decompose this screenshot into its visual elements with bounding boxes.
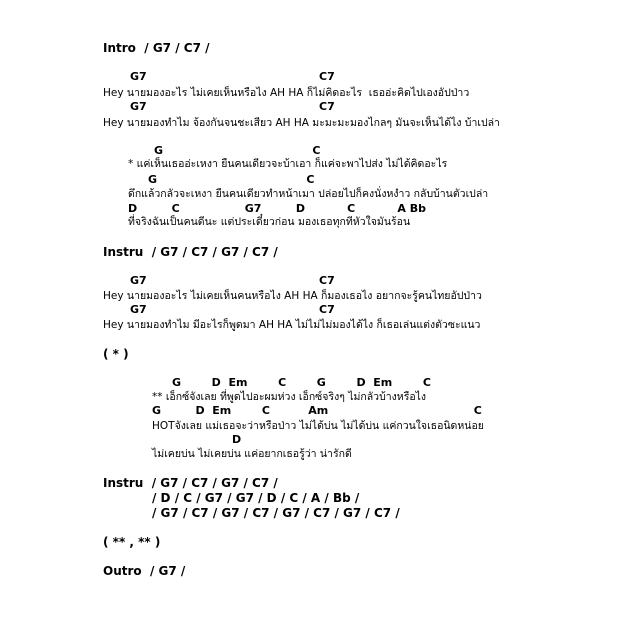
outro-line: Outro / G7 / xyxy=(103,564,186,578)
instru-line-3: / D / C / G7 / G7 / D / C / A / Bb / xyxy=(152,491,360,505)
verse1-chords-1: G7 C7 xyxy=(130,70,335,83)
chorus-lyric-1: ** เอ็กซ์จังเลย ที่พูดไปอะผมห่วง เอ็กซ์จริงๆ ไม่กลัวบ้างหรือไง xyxy=(152,391,427,403)
chorus-lyric-2: HOTจังเลย แม่เธอจะว่าหรือป่าว ไม่ได้บ่น ไม่ได้บ่น แค่กวนใจเธอนิดหน่อย xyxy=(152,420,484,432)
chorus-chords-3: D xyxy=(232,433,242,446)
verse2-chords-1: G7 C7 xyxy=(130,274,335,287)
verse2-chords-2: G7 C7 xyxy=(130,303,335,316)
verse2-lyric-2: Hey นายมองทำไม มีอะไรก็พูดมา AH HA ไม่ไม่ไม่มองได้ไง ก็เธอเล่นแต่งตัวซะแนว xyxy=(103,319,481,331)
chorus-lyric-3: ไม่เคยบ่น ไม่เคยบ่น แค่อยากเธอรู้ว่า น่ารักดี xyxy=(152,448,352,460)
chorus-chords-1: G D Em C G D Em C xyxy=(172,376,431,389)
instru-line-2: Instru / G7 / C7 / G7 / C7 / xyxy=(103,476,278,490)
verse1-lyric-2: Hey นายมองทำไม จ้องกันจนชะเสียว AH HA มะมะมะมองไกลๆ มันจะเห็นได้ไง บ้าเปล่า xyxy=(103,117,500,129)
intro-line: Intro / G7 / C7 / xyxy=(103,41,210,55)
pre-chorus-lyric-2: ดึกแล้วกลัวจะเหงา ยืนคนเดียวทำหน้าเมา ปล่อยไปก็คงนั่งหงำว กลับบ้านตัวเปล่า xyxy=(128,188,489,200)
repeat-marker-2: ( ** , ** ) xyxy=(103,535,161,549)
pre-chorus-chords-3: D C G7 D C A Bb xyxy=(128,202,426,215)
verse1-lyric-1: Hey นายมองอะไร ไม่เคยเห็นหรือไง AH HA ก็ไม่คิดอะไร เธออ่ะคิดไปเองอัปป่าว xyxy=(103,87,470,99)
instru-line-1: Instru / G7 / C7 / G7 / C7 / xyxy=(103,245,278,259)
instru-line-4: / G7 / C7 / G7 / C7 / G7 / C7 / G7 / C7 / xyxy=(152,506,400,520)
pre-chorus-chords-1: G C xyxy=(154,144,321,157)
pre-chorus-lyric-3: ที่จริงฉันเป็นคนดีนะ แต่ประเดี๋ยวก่อน มองเธอทุกทีหัวใจมันร้อน xyxy=(128,216,411,228)
repeat-marker-1: ( * ) xyxy=(103,347,129,361)
verse1-chords-2: G7 C7 xyxy=(130,100,335,113)
pre-chorus-lyric-1: * แค่เห็นเธออ่ะเหงา ยืนคนเดียวจะบ้าเอา ก็แค่จะพาไปส่ง ไม่ได้คิดอะไร xyxy=(128,158,448,170)
verse2-lyric-1: Hey นายมองอะไร ไม่เคยเห็นคนหรือไง AH HA ก็มองเธอไง อยากจะรู้คนไทยอัปป่าว xyxy=(103,290,482,302)
pre-chorus-chords-2: G C xyxy=(148,173,315,186)
chorus-chords-2: G D Em C Am C xyxy=(152,404,482,417)
